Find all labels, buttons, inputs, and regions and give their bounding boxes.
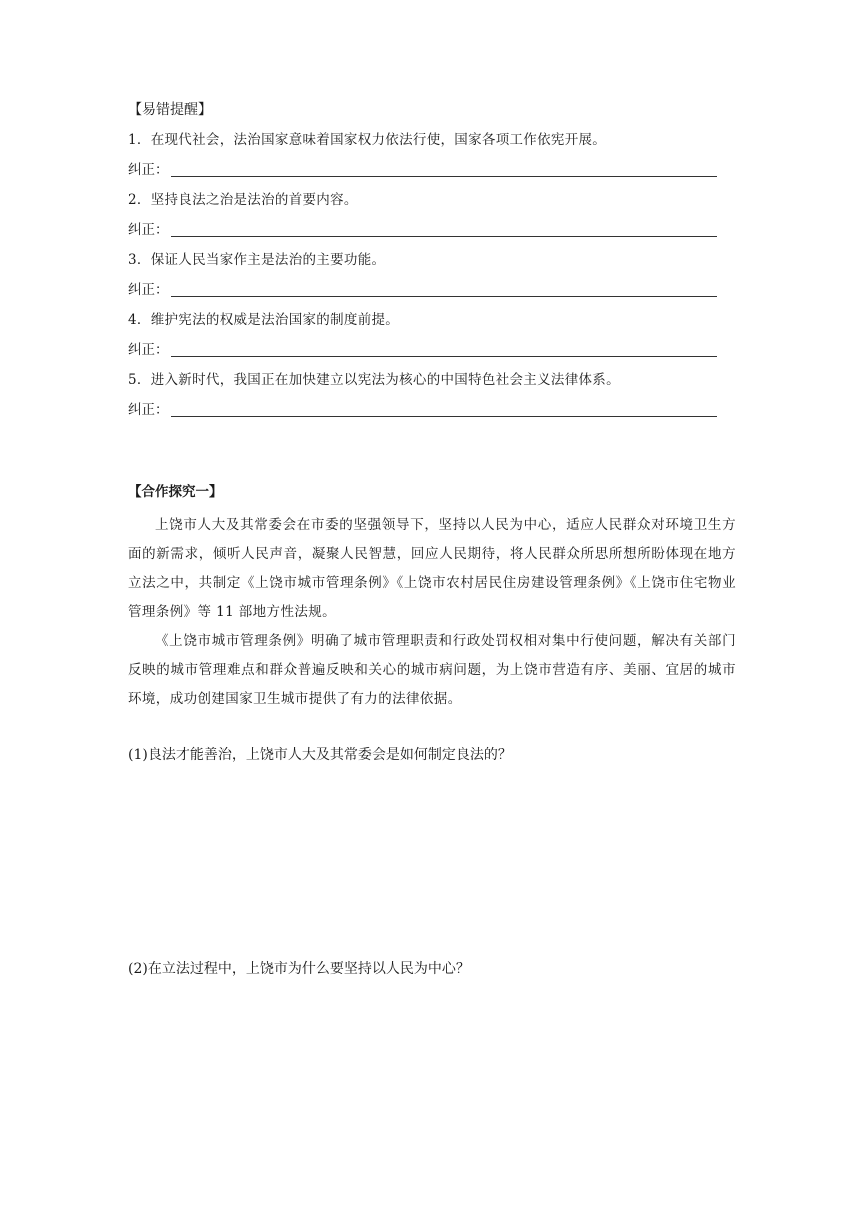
correction-line-4[interactable] — [128, 340, 728, 360]
correction-blank[interactable] — [171, 402, 717, 417]
mistake-item-2: 2．坚持良法之治是法治的首要内容。 — [128, 192, 358, 208]
correction-label: 纠正： — [128, 162, 169, 178]
mistake-item-3: 3．保证人民当家作主是法治的主要功能。 — [128, 252, 386, 268]
correction-label: 纠正： — [128, 282, 169, 298]
correction-blank[interactable] — [171, 222, 717, 237]
inquiry-paragraph-2: 《上饶市城市管理条例》明确了城市管理职责和行政处罚权相对集中行使问题，解决有关部门反映的城市管理难点和群众普遍反映和关心的城市病问题，为上饶市营造有序、美丽、宜居的城市环境，成功创建国家卫生城市提供了有力的法律依据。 — [128, 633, 736, 707]
mistake-item-1: 1．在现代社会，法治国家意味着国家权力依法行使，国家各项工作依宪开展。 — [128, 132, 607, 148]
mistake-item-4: 4．维护宪法的权威是法治国家的制度前提。 — [128, 312, 400, 328]
correction-line-5[interactable] — [128, 400, 728, 420]
common-mistakes-section — [128, 100, 728, 420]
cooperative-inquiry-section — [128, 483, 736, 714]
correction-line-1[interactable] — [128, 160, 728, 180]
correction-blank[interactable] — [171, 342, 717, 357]
correction-blank[interactable] — [171, 162, 717, 177]
correction-line-3[interactable] — [128, 280, 728, 300]
correction-label: 纠正： — [128, 402, 169, 418]
question-2: (2)在立法过程中，上饶市为什么要坚持以人民为中心？ — [128, 961, 470, 977]
inquiry-heading: 【合作探究一】 — [128, 484, 223, 500]
correction-label: 纠正： — [128, 222, 169, 238]
mistake-item-5: 5．进入新时代，我国正在加快建立以宪法为核心的中国特色社会主义法律体系。 — [128, 372, 620, 388]
correction-blank[interactable] — [171, 282, 717, 297]
correction-line-2[interactable] — [128, 220, 728, 240]
mistakes-heading: 【易错提醒】 — [128, 102, 212, 118]
inquiry-paragraph-1: 上饶市人大及其常委会在市委的坚强领导下，坚持以人民为中心，适应人民群众对环境卫生方面的新需求，倾听人民声音，凝聚人民智慧，回应人民期待，将人民群众所思所想所盼体现在地方立法之中，共制定《上饶市城市管理条例》《上饶市农村居民住房建设管理条例》《上饶市住宅物业管理条例》等 11 部地方性法规。 — [128, 517, 736, 620]
question-1: (1)良法才能善治，上饶市人大及其常委会是如何制定良法的？ — [128, 747, 512, 763]
correction-label: 纠正： — [128, 342, 169, 358]
